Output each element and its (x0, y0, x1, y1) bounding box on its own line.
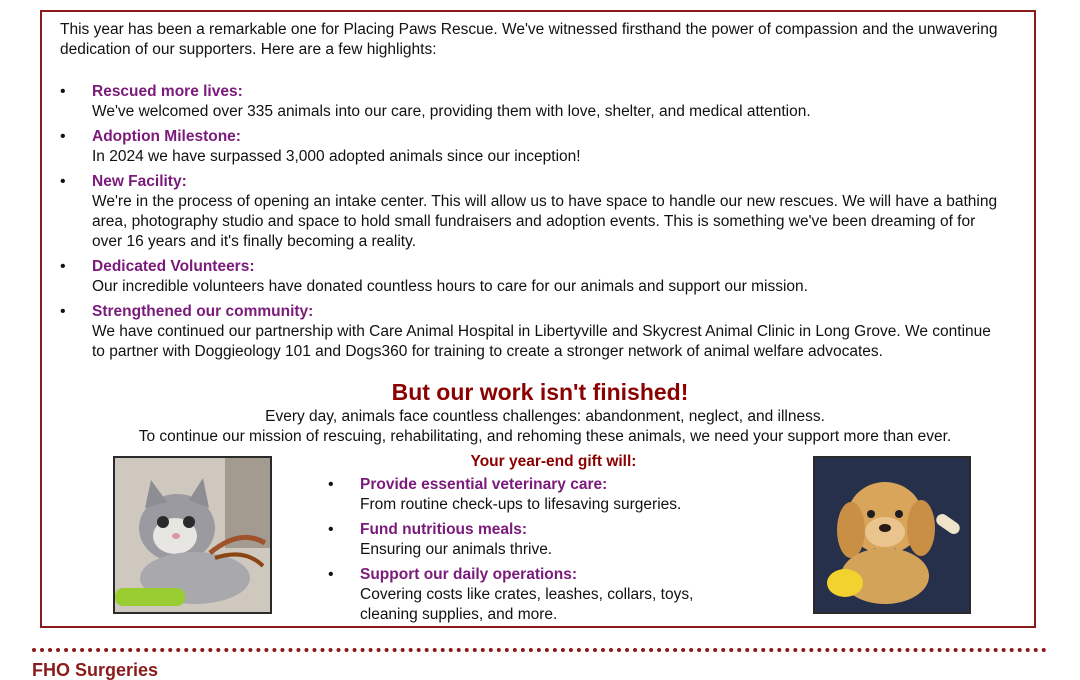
challenge-line: Every day, animals face countless challenges: abandonment, neglect, and illness. (265, 408, 825, 425)
list-item (328, 565, 705, 625)
gift-title: Support our daily operations: (360, 566, 578, 583)
challenge-text (40, 407, 1050, 447)
list-item (328, 475, 748, 515)
list-item (60, 172, 1020, 252)
challenge-line: To continue our mission of rescuing, rehabilitating, and rehoming these animals, we need your support more than ever. (138, 428, 952, 445)
bullet-icon: • (60, 173, 66, 190)
bullet-icon: • (60, 83, 66, 100)
bullet-icon: • (60, 303, 66, 320)
dog-illustration (815, 458, 969, 612)
bullet-icon: • (328, 521, 334, 538)
gift-title: Fund nutritious meals: (360, 521, 528, 538)
highlight-text: Our incredible volunteers have donated countless hours to care for our animals and support our mission. (92, 278, 808, 295)
dog-photo (813, 456, 971, 614)
bullet-icon: • (60, 258, 66, 275)
highlight-title: Strengthened our community: (92, 303, 314, 320)
bullet-icon: • (328, 566, 334, 583)
list-item (60, 302, 1020, 362)
bullet-icon: • (60, 128, 66, 145)
gift-text: Ensuring our animals thrive. (360, 541, 553, 558)
list-item (328, 520, 748, 560)
highlight-title: Adoption Milestone: (92, 128, 241, 145)
gift-text: From routine check-ups to lifesaving surgeries. (360, 496, 682, 513)
section-divider (32, 648, 1047, 652)
gift-list (328, 475, 748, 630)
highlight-text: We have continued our partnership with Care Animal Hospital in Libertyville and Skycrest Animal Clinic in Long Grove. We continue to partner with Doggieology 101 and Dogs360 for training to create a stronger network of animal welfare advocates. (92, 323, 991, 360)
cat-illustration (115, 458, 270, 612)
intro-paragraph: This year has been a remarkable one for Placing Paws Rescue. We've witnessed firsthand the power of compassion and the unwavering dedication of our supporters. Here are a few highlights: (60, 21, 998, 58)
highlights-list (60, 82, 1020, 367)
section-title: FHO Surgeries (32, 660, 159, 680)
bullet-icon: • (328, 476, 334, 493)
highlight-title: Rescued more lives: (92, 83, 243, 100)
highlight-text: In 2024 we have surpassed 3,000 adopted animals since our inception! (92, 148, 581, 165)
cat-photo (113, 456, 272, 614)
highlight-text: We're in the process of opening an intake center. This will allow us to have space to handle our new rescues. We will have a bathing area, photography studio and space to hold small fundraisers and adoption events. This is something we've been dreaming of for over 16 years and it's finally becoming a reality. (92, 193, 998, 250)
gift-title: Provide essential veterinary care: (360, 476, 608, 493)
headline: But our work isn't finished! (391, 379, 689, 405)
list-item (60, 257, 1020, 297)
highlight-title: New Facility: (92, 173, 187, 190)
list-item (60, 127, 1020, 167)
highlight-text: We've welcomed over 335 animals into our care, providing them with love, shelter, and medical attention. (92, 103, 811, 120)
highlight-title: Dedicated Volunteers: (92, 258, 255, 275)
gift-text: Covering costs like crates, leashes, collars, toys, cleaning supplies, and more. (360, 586, 694, 623)
list-item (60, 82, 1020, 122)
gift-heading: Your year-end gift will: (470, 453, 637, 470)
